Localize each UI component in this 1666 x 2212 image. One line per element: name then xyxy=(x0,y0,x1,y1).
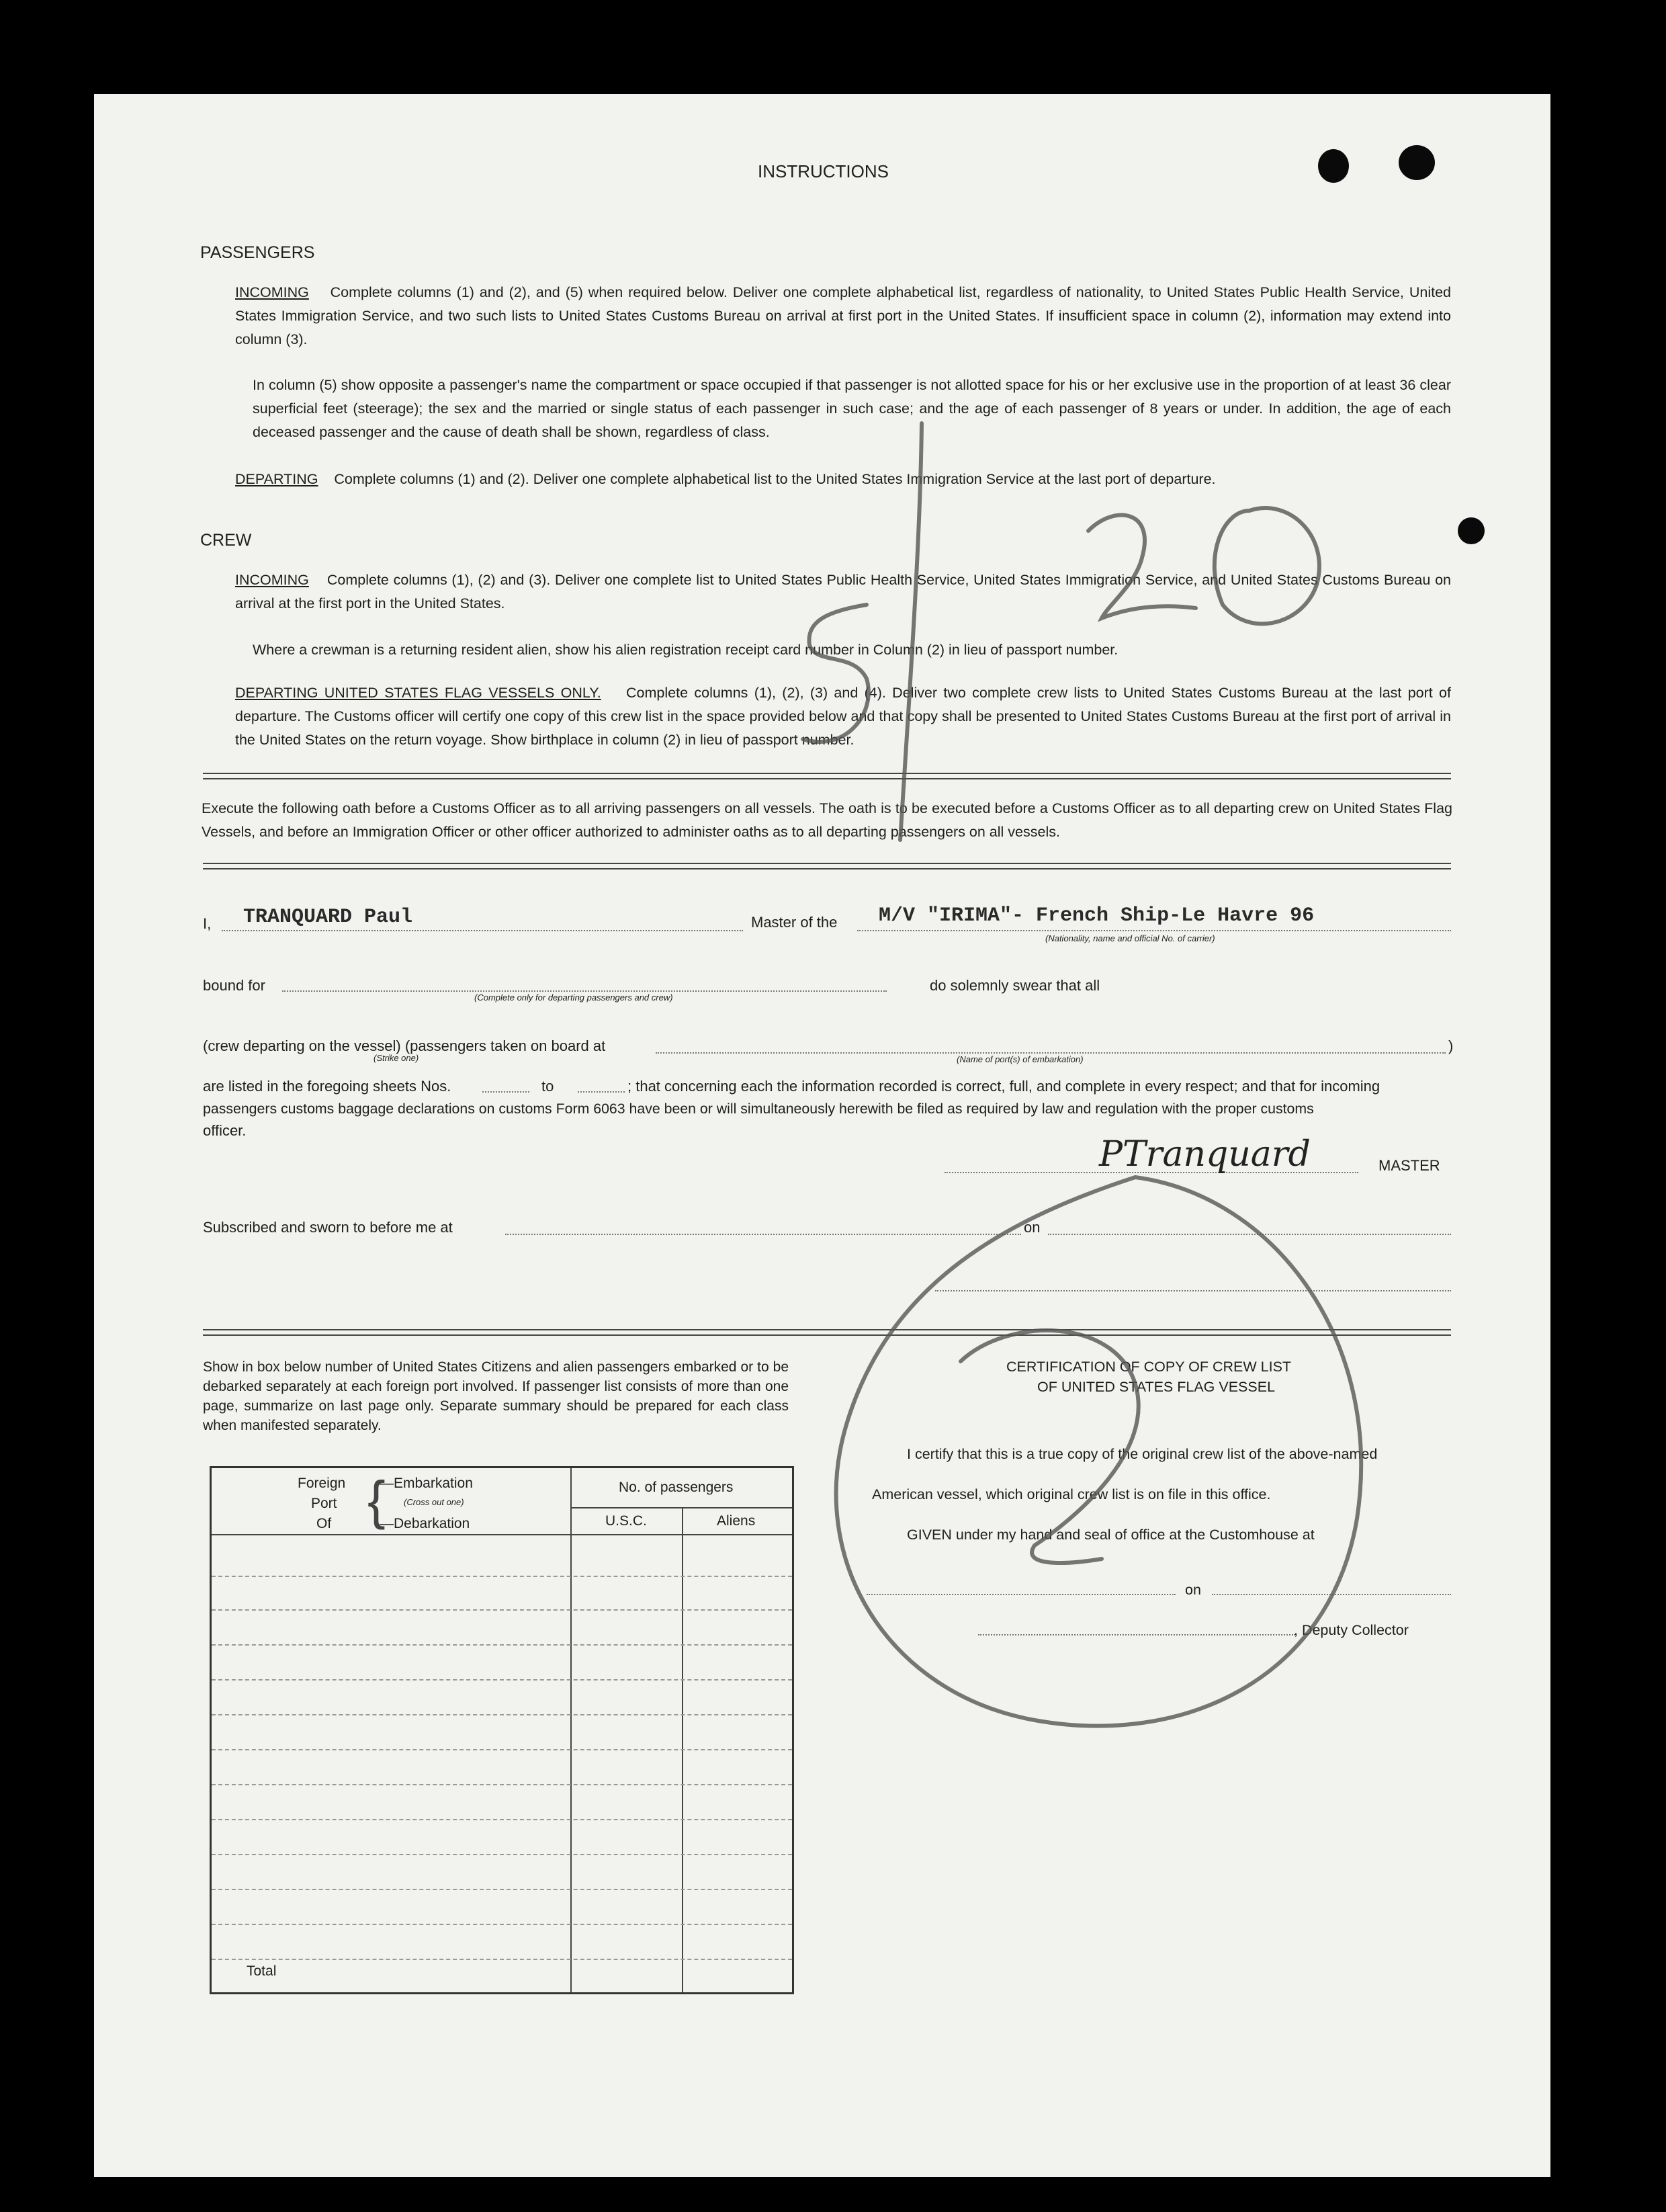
vessel-value: M/V "IRIMA"- French Ship-Le Havre 96 xyxy=(879,904,1315,927)
usc-header: U.S.C. xyxy=(605,1513,647,1529)
col-foreign: Foreign xyxy=(298,1476,346,1491)
listed-to: to xyxy=(541,1078,554,1095)
certification-line-1: I certify that this is a true copy of the original crew list of the above-named xyxy=(907,1446,1378,1462)
listed-text-2: ; that concerning each the information recorded is correct, full, and complete in every respect; and that for incoming xyxy=(627,1078,1380,1095)
crew-departing-text: (crew departing on the vessel) (passengers taken on board at xyxy=(203,1037,606,1054)
listed-text-1: are listed in the foregoing sheets Nos. xyxy=(203,1078,451,1095)
summary-instructions-text: Show in box below number of United States Citizens and alien passengers embarked or to be debarked separately at each foreign port involved. If passenger list consists of more than one page, summarize on last page only. Separate summary should be prepared for each class when manifested separately. xyxy=(203,1359,789,1433)
brace-icon: { xyxy=(367,1470,386,1530)
crew-departing-text: Complete columns (1), (2), (3) and (4). Deliver two complete crew lists to United States Customs Bureau at the last port of departure. The Customs officer will certify one copy of this crew list in the space provided below and that copy shall be presented to United States Customs Bureau at the first port of arrival in the United States on the return voyage. Show birthplace in column (2) in lieu of passport number. xyxy=(235,685,1451,748)
aliens-header: Aliens xyxy=(717,1513,756,1529)
passengers-departing-label: DEPARTING xyxy=(235,471,318,487)
certification-line-2: American vessel, which original crew list is on file in this office. xyxy=(872,1486,1271,1502)
handwritten-5-stroke xyxy=(803,605,869,742)
certification-on-label: on xyxy=(1185,1582,1201,1598)
passengers-column5-text: In column (5) show opposite a passenger's name the compartment or space occupied if that passenger is not allotted space for his or her exclusive use in the proportion of at least 36 clear superficial feet (steerage); the sex and the married or single status of each passenger in such case; and the age of each passenger of 8 years or under. In addition, the age of each deceased passenger and the cause of death shall be shown, regardless of class. xyxy=(253,377,1451,440)
crew-incoming-text: Complete columns (1), (2) and (3). Deliver one complete list to United States Public Health Service, United States Immigration Service, and United States Customs Bureau on arrival at the first port in the United States. xyxy=(235,572,1451,611)
certification-title-1: CERTIFICATION OF COPY OF CREW LIST xyxy=(1006,1359,1292,1375)
handwritten-slash xyxy=(900,423,922,840)
page-title: INSTRUCTIONS xyxy=(758,161,889,181)
strike-caption: (Strike one) xyxy=(374,1053,419,1063)
crew-departing-label: DEPARTING UNITED STATES FLAG VESSELS ONLY. xyxy=(235,685,601,701)
bound-for-label: bound for xyxy=(203,977,265,994)
listed-text-3: passengers customs baggage declarations on customs Form 6063 have been or will simultaneously herewith be filed as required by law and regulation with the proper customs xyxy=(203,1101,1314,1117)
col-of: Of xyxy=(316,1516,332,1531)
listed-text-4: officer. xyxy=(203,1122,247,1139)
oath-i-label: I, xyxy=(203,915,212,932)
handwritten-circle xyxy=(836,1177,1362,1726)
certification-line-3: GIVEN under my hand and seal of office at the Customhouse at xyxy=(907,1527,1315,1543)
passengers-departing-text: Complete columns (1) and (2). Deliver one complete alphabetical list to the United States Immigration Service at the last port of departure. xyxy=(334,471,1216,487)
crew-heading: CREW xyxy=(200,531,252,550)
vessel-caption: (Nationality, name and official No. of carrier) xyxy=(1045,933,1215,943)
passengers-incoming-text: Complete columns (1) and (2), and (5) when required below. Deliver one complete alphabetical list, regardless of nationality, to United States Public Health Service, United States Immigration Service, and two such lists to United States Customs Bureau on arrival at first port in the United States. If insufficient space in column (2), information may extend into column (3). xyxy=(235,284,1451,347)
master-label: MASTER xyxy=(1378,1157,1440,1174)
port-caption: (Name of port(s) of embarkation) xyxy=(957,1054,1084,1064)
total-label: Total xyxy=(247,1963,277,1979)
swear-text: do solemnly swear that all xyxy=(930,977,1100,994)
subscribed-on-label: on xyxy=(1024,1219,1041,1236)
embarkation-label: —Embarkation xyxy=(380,1476,473,1491)
subscribed-label: Subscribed and sworn to before me at xyxy=(203,1219,453,1236)
crew-incoming-label: INCOMING xyxy=(235,572,309,588)
no-passengers-header: No. of passengers xyxy=(619,1480,734,1495)
deputy-collector-label: , Deputy Collector xyxy=(1294,1622,1409,1638)
passengers-heading: PASSENGERS xyxy=(200,243,315,262)
col-port: Port xyxy=(311,1496,337,1511)
master-name-value: TRANQUARD Paul xyxy=(243,906,413,929)
handwritten-0-stroke xyxy=(1215,508,1319,624)
close-paren: ) xyxy=(1448,1037,1454,1054)
passengers-incoming-label: INCOMING xyxy=(235,284,309,300)
crew-resident-text: Where a crewman is a returning resident alien, show his alien registration receipt card number in Column (2) in lieu of passport number. xyxy=(253,642,1119,658)
handwritten-circled-2 xyxy=(961,1330,1139,1563)
certification-title-2: OF UNITED STATES FLAG VESSEL xyxy=(1037,1379,1276,1395)
master-of-label: Master of the xyxy=(751,914,838,931)
oath-intro-text: Execute the following oath before a Customs Officer as to all arriving passengers on all vessels. The oath is to be executed before a Customs Officer as to all departing crew on United States Flag Vessels, and before an Immigration Officer or other officer authorized to administer oaths as to all departing passengers on all vessels. xyxy=(202,800,1452,840)
debarkation-label: —Debarkation xyxy=(380,1516,470,1531)
master-signature: PTranquard xyxy=(1099,1134,1311,1175)
bound-caption: (Complete only for departing passengers and crew) xyxy=(474,992,673,1003)
handwritten-2-stroke xyxy=(1088,515,1196,618)
cross-out-caption: (Cross out one) xyxy=(404,1497,464,1507)
